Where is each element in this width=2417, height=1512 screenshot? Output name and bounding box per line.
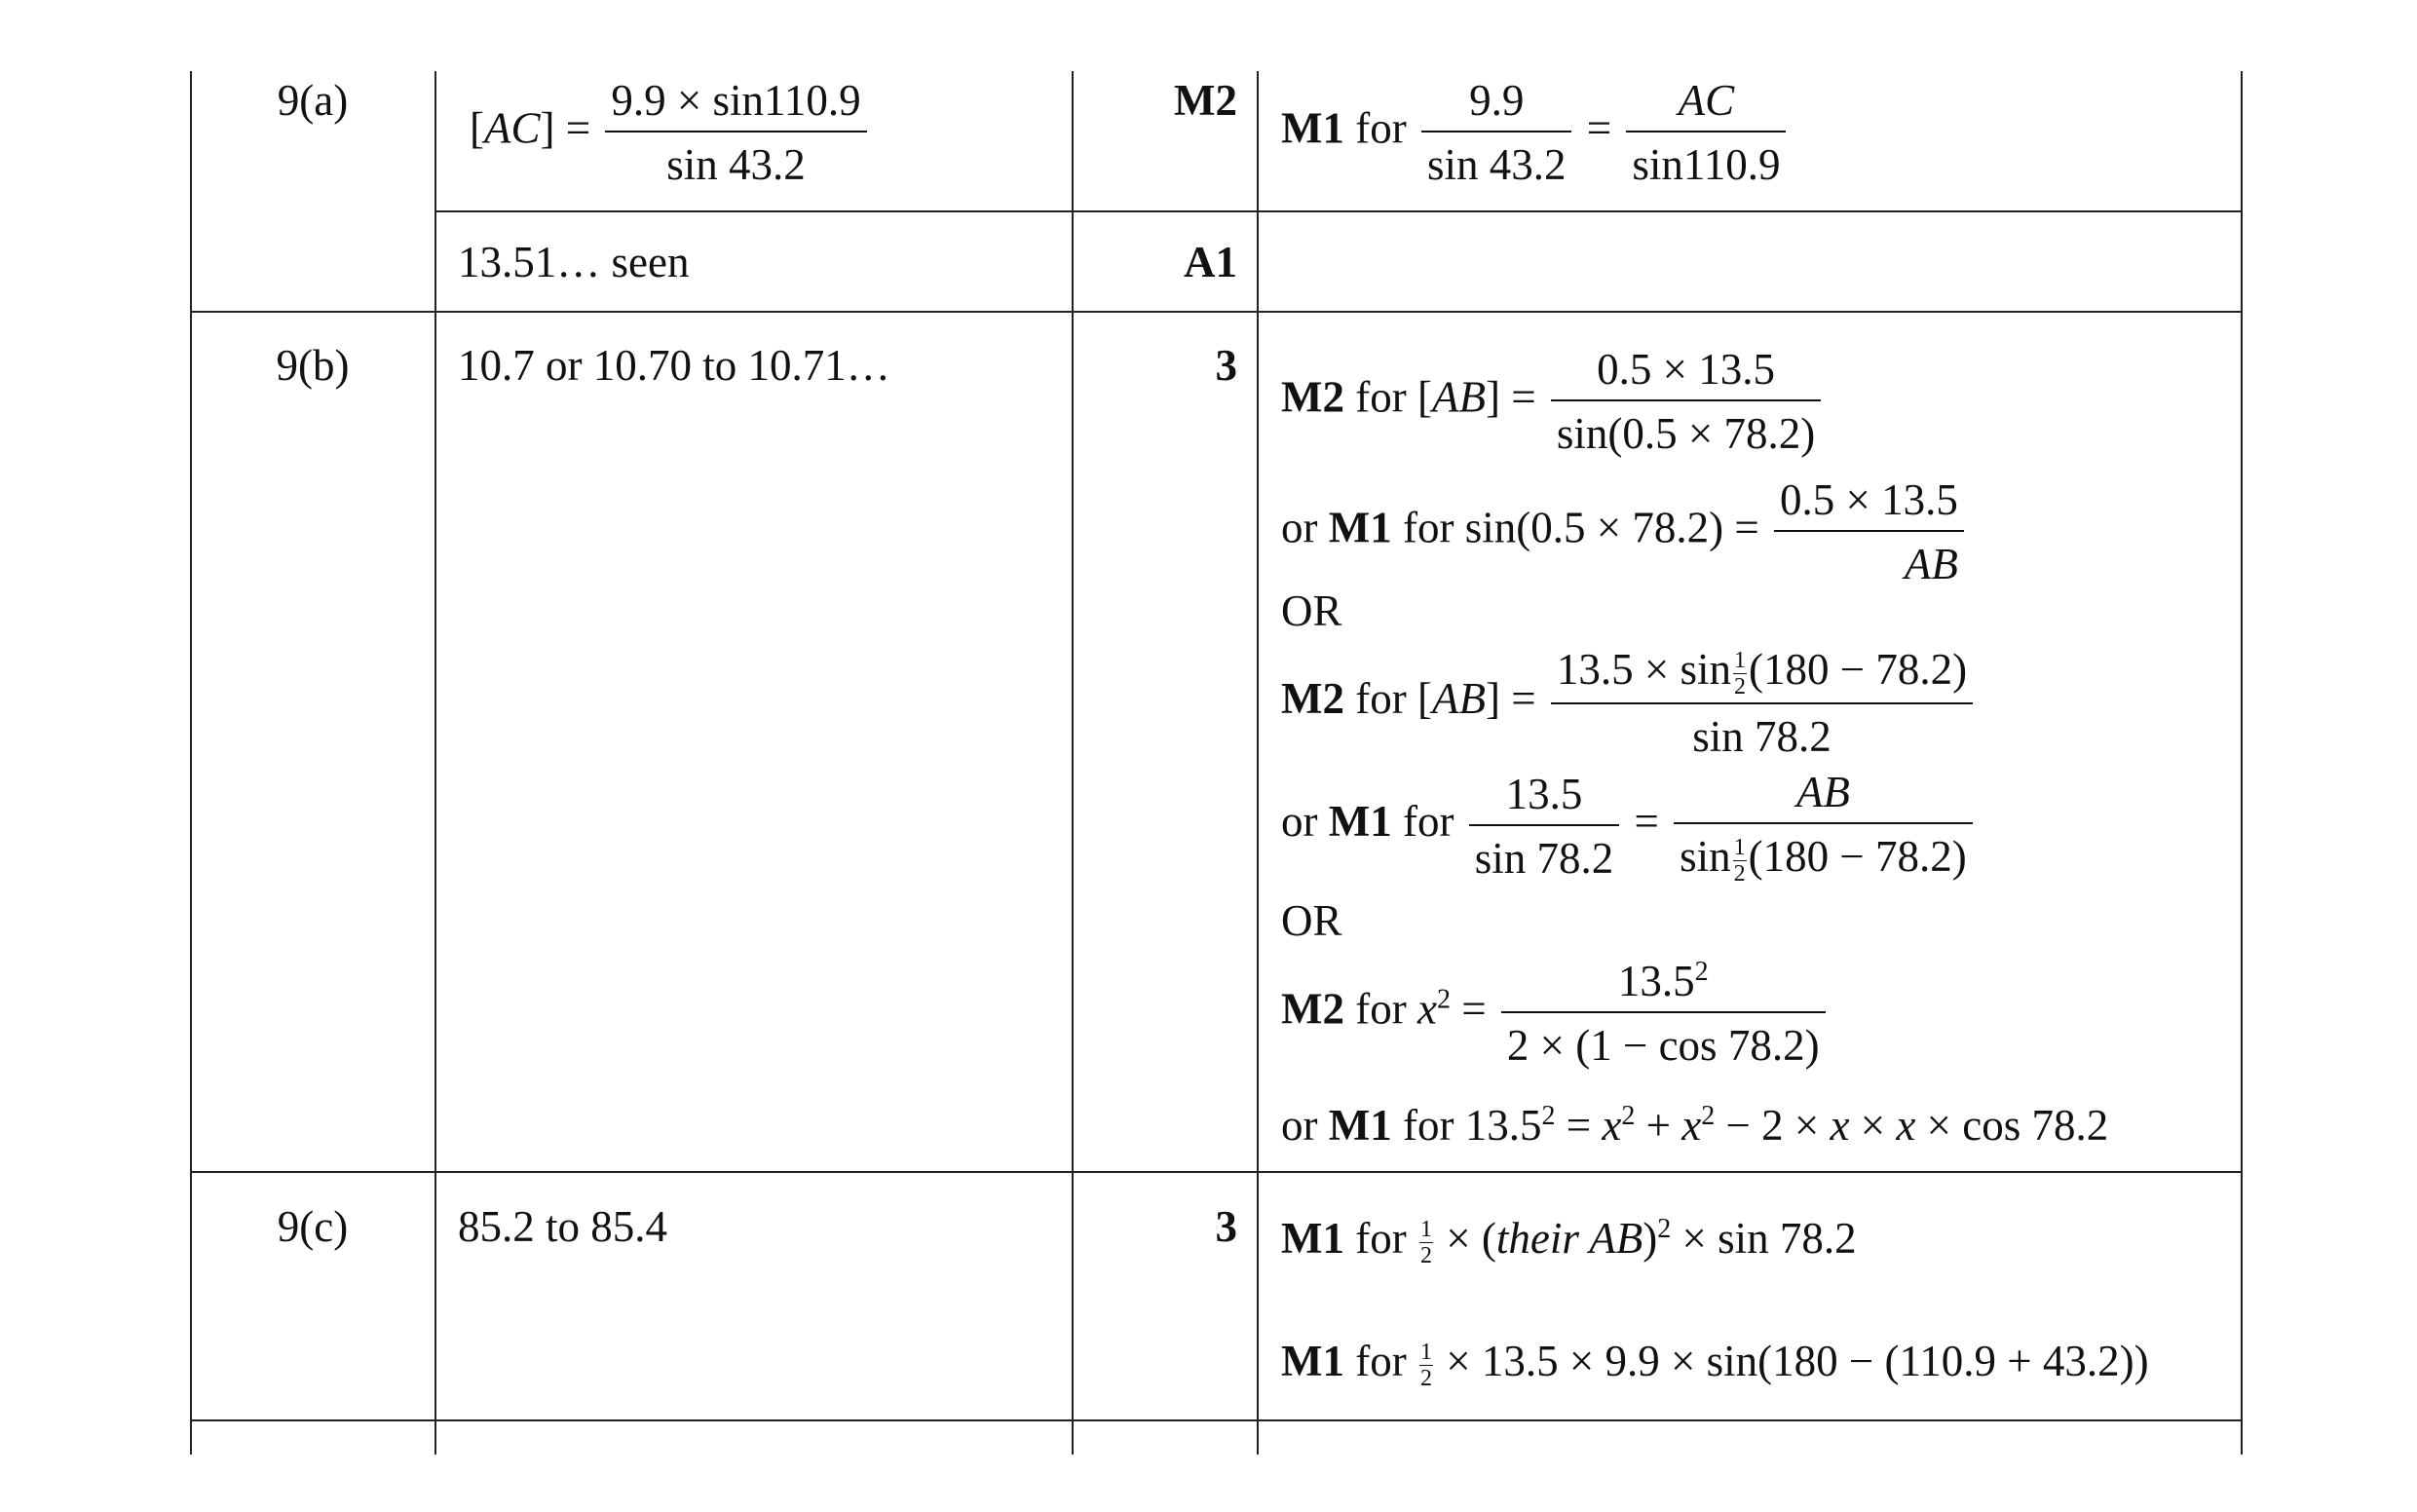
mark-9a-accuracy: A1	[1184, 238, 1237, 286]
guidance-9b-l4-mark: M1	[1328, 796, 1392, 846]
guidance-9b-l4-num-right: AB	[1674, 766, 1973, 824]
guidance-9b-line1	[1281, 343, 1825, 460]
guidance-9b-l5-num	[1501, 955, 1826, 1013]
answer-9a-lhs-open: [	[470, 103, 484, 153]
guidance-9b-l6-x4: x	[1896, 1101, 1916, 1150]
guidance-9b-line4	[1281, 766, 1977, 886]
answer-9a-lhs-ac: AC	[484, 103, 541, 153]
answer-9b: 10.7 or 10.70 to 10.71…	[458, 341, 890, 390]
row-divider-9c-bottom	[190, 1419, 2243, 1421]
answer-9a-numerator: 9.9 × sin110.9	[605, 74, 866, 132]
guidance-9b-l1-lhs-close: ] =	[1485, 372, 1536, 422]
guidance-9b-l6-e: ×	[1849, 1101, 1897, 1150]
guidance-9b-line2	[1281, 473, 1968, 590]
answer-9a-denominator: sin 43.2	[666, 140, 806, 189]
guidance-9c-line1	[1281, 1212, 1857, 1267]
guidance-9a-fraction-left	[1421, 74, 1572, 191]
question-number-9a: 9(a)	[277, 76, 349, 125]
guidance-9b-l4-half	[1733, 836, 1747, 886]
guidance-9b-l3-num-a: 13.5 × sin	[1556, 645, 1731, 694]
guidance-9b-l3-half-d: 2	[1733, 674, 1746, 700]
guidance-9b-line6	[1281, 1099, 2108, 1152]
guidance-9a-for: for	[1355, 103, 1407, 153]
guidance-9b-l1-num: 0.5 × 13.5	[1551, 343, 1821, 401]
guidance-9b-l4-den-left: sin 78.2	[1474, 833, 1614, 883]
guidance-9b-l2-lhs: sin(0.5 × 78.2) =	[1464, 503, 1759, 552]
answer-9a-seen: 13.51… seen	[458, 238, 690, 286]
guidance-9b-l6-d: − 2 ×	[1715, 1101, 1831, 1150]
guidance-9a-den-right: sin110.9	[1632, 140, 1781, 189]
guidance-9c-l2-half-n: 1	[1419, 1340, 1432, 1366]
guidance-9a	[1281, 74, 1790, 191]
row-divider-9a-9b	[190, 311, 2243, 313]
guidance-9c-l1-sq: 2	[1657, 1214, 1672, 1244]
guidance-9a-num-right: AC	[1626, 74, 1786, 132]
guidance-9b-l6-a: 13.5	[1464, 1101, 1542, 1150]
guidance-9b-l6-c: +	[1635, 1101, 1682, 1150]
guidance-9b-l4-den-b: (180 − 78.2)	[1748, 832, 1967, 881]
guidance-9b-l4-num-left: 13.5	[1469, 768, 1620, 826]
guidance-9b-l6-x2: x	[1681, 1101, 1702, 1150]
answer-9c: 85.2 to 85.4	[458, 1202, 668, 1251]
guidance-9b-l4-fraction-left	[1469, 768, 1620, 885]
guidance-9b-l6-x3: x	[1830, 1101, 1850, 1150]
guidance-9c-l1-their: their AB	[1495, 1214, 1643, 1263]
guidance-9b-l3-lhs-ab: AB	[1431, 673, 1486, 723]
guidance-9c-l1-c: × sin 78.2	[1671, 1214, 1857, 1263]
guidance-9b-l4-equals: =	[1634, 796, 1659, 846]
guidance-9b-l2-mark: M1	[1328, 503, 1392, 552]
row-divider-9a-inner	[434, 210, 2243, 212]
guidance-9b-l5-fraction	[1501, 955, 1826, 1072]
guidance-9b-l4-for: for	[1402, 796, 1454, 846]
question-number-9b: 9(b)	[276, 341, 350, 390]
guidance-9b-l6-b: =	[1555, 1101, 1603, 1150]
guidance-9b-l4-half-d: 2	[1733, 861, 1746, 888]
guidance-9b-l1-den: sin(0.5 × 78.2)	[1556, 409, 1816, 458]
guidance-9b-l6-s2: 2	[1701, 1101, 1716, 1131]
guidance-9b-l5-equals: =	[1461, 984, 1487, 1034]
answer-9a-formula	[470, 74, 871, 191]
column-divider-question	[434, 71, 436, 1455]
column-divider-marks	[1257, 71, 1259, 1455]
guidance-9b-l2-or: or	[1281, 503, 1318, 552]
table-border-right	[2241, 71, 2243, 1455]
guidance-9c-l1-half-n: 1	[1419, 1217, 1432, 1243]
guidance-9b-line3	[1281, 643, 1977, 763]
row-divider-9b-9c	[190, 1171, 2243, 1173]
guidance-9b-l1-fraction	[1551, 343, 1821, 460]
guidance-9b-l5-num-base: 13.5	[1617, 957, 1695, 1005]
guidance-9c-l1-for: for	[1355, 1214, 1407, 1263]
guidance-9c-l2-a: × 13.5 × 9.9 × sin(180 − (110.9 + 43.2))	[1434, 1337, 2149, 1385]
answer-9a-fraction	[605, 74, 866, 191]
guidance-9c-l2-for: for	[1355, 1337, 1407, 1385]
guidance-9b-l6-f: × cos 78.2	[1915, 1101, 2109, 1150]
guidance-9b-l4-den-right	[1674, 824, 1973, 886]
guidance-9b-l6-or: or	[1281, 1101, 1318, 1150]
answer-9a-lhs-close: ] =	[540, 103, 591, 153]
guidance-9b-l4-or: or	[1281, 796, 1318, 846]
guidance-9c-l1-half	[1419, 1218, 1433, 1267]
guidance-9b-or-1: OR	[1281, 586, 1342, 635]
guidance-9b-or-2: OR	[1281, 896, 1342, 945]
guidance-9c-l2-half	[1419, 1341, 1433, 1390]
guidance-9b-l4-fraction-right	[1674, 766, 1973, 886]
guidance-9b-l3-lhs-open: [	[1416, 673, 1432, 723]
guidance-9b-l2-fraction	[1774, 473, 1964, 590]
guidance-9a-den-left: sin 43.2	[1426, 140, 1567, 189]
guidance-9a-fraction-right	[1626, 74, 1786, 191]
guidance-9a-mark: M1	[1281, 103, 1344, 153]
guidance-9b-l5-for: for	[1355, 984, 1407, 1034]
guidance-9b-l4-den-a: sin	[1680, 832, 1731, 881]
guidance-9b-l1-mark: M2	[1281, 372, 1344, 422]
guidance-9c-l1-b: )	[1643, 1214, 1658, 1263]
guidance-9b-l5-den: 2 × (1 − cos 78.2)	[1506, 1021, 1820, 1070]
guidance-9b-l5-x: x	[1416, 984, 1437, 1034]
guidance-9c-l1-a: × (	[1434, 1214, 1496, 1263]
mark-9b: 3	[1215, 341, 1237, 390]
guidance-9b-l1-lhs-open: [	[1416, 372, 1432, 422]
guidance-9c-l1-mark: M1	[1281, 1214, 1344, 1263]
guidance-9b-l6-for: for	[1402, 1101, 1454, 1150]
guidance-9b-l5-mark: M2	[1281, 984, 1344, 1034]
guidance-9c-line2	[1281, 1335, 2149, 1390]
guidance-9b-l1-for: for	[1355, 372, 1407, 422]
guidance-9b-l2-den: AB	[1904, 540, 1958, 588]
guidance-9c-l1-half-d: 2	[1419, 1243, 1432, 1269]
guidance-9b-l6-mark: M1	[1328, 1101, 1392, 1150]
guidance-9b-l3-fraction	[1551, 643, 1973, 763]
guidance-9a-num-left: 9.9	[1421, 74, 1572, 132]
guidance-9a-equals: =	[1586, 103, 1612, 153]
guidance-9b-l1-lhs-ab: AB	[1431, 372, 1486, 422]
guidance-9b-l3-half	[1733, 649, 1747, 699]
guidance-9b-l3-mark: M2	[1281, 673, 1344, 723]
guidance-9b-l5-num-sq: 2	[1694, 957, 1709, 987]
question-number-9c: 9(c)	[277, 1202, 349, 1251]
guidance-9b-l3-for: for	[1355, 673, 1407, 723]
guidance-9b-l3-den: sin 78.2	[1692, 712, 1832, 762]
guidance-9b-l3-num-b: (180 − 78.2)	[1748, 645, 1968, 694]
guidance-9b-l3-half-n: 1	[1733, 648, 1746, 674]
guidance-9b-line5	[1281, 955, 1830, 1072]
guidance-9b-l6-s1: 2	[1621, 1101, 1636, 1131]
guidance-9c-l2-mark: M1	[1281, 1337, 1344, 1385]
guidance-9b-l2-num: 0.5 × 13.5	[1774, 473, 1964, 532]
guidance-9b-l3-num	[1551, 643, 1973, 704]
guidance-9b-l3-lhs-close: ] =	[1485, 673, 1536, 723]
guidance-9b-l6-a-sq: 2	[1541, 1101, 1556, 1131]
mark-9c: 3	[1215, 1202, 1237, 1251]
guidance-9b-l6-x1: x	[1602, 1101, 1622, 1150]
guidance-9b-l4-half-n: 1	[1733, 835, 1746, 861]
guidance-9b-l2-for: for	[1402, 503, 1454, 552]
guidance-9b-l5-x-sq: 2	[1436, 984, 1451, 1015]
mark-9a-method: M2	[1174, 76, 1237, 125]
guidance-9c-l2-half-d: 2	[1419, 1366, 1432, 1392]
